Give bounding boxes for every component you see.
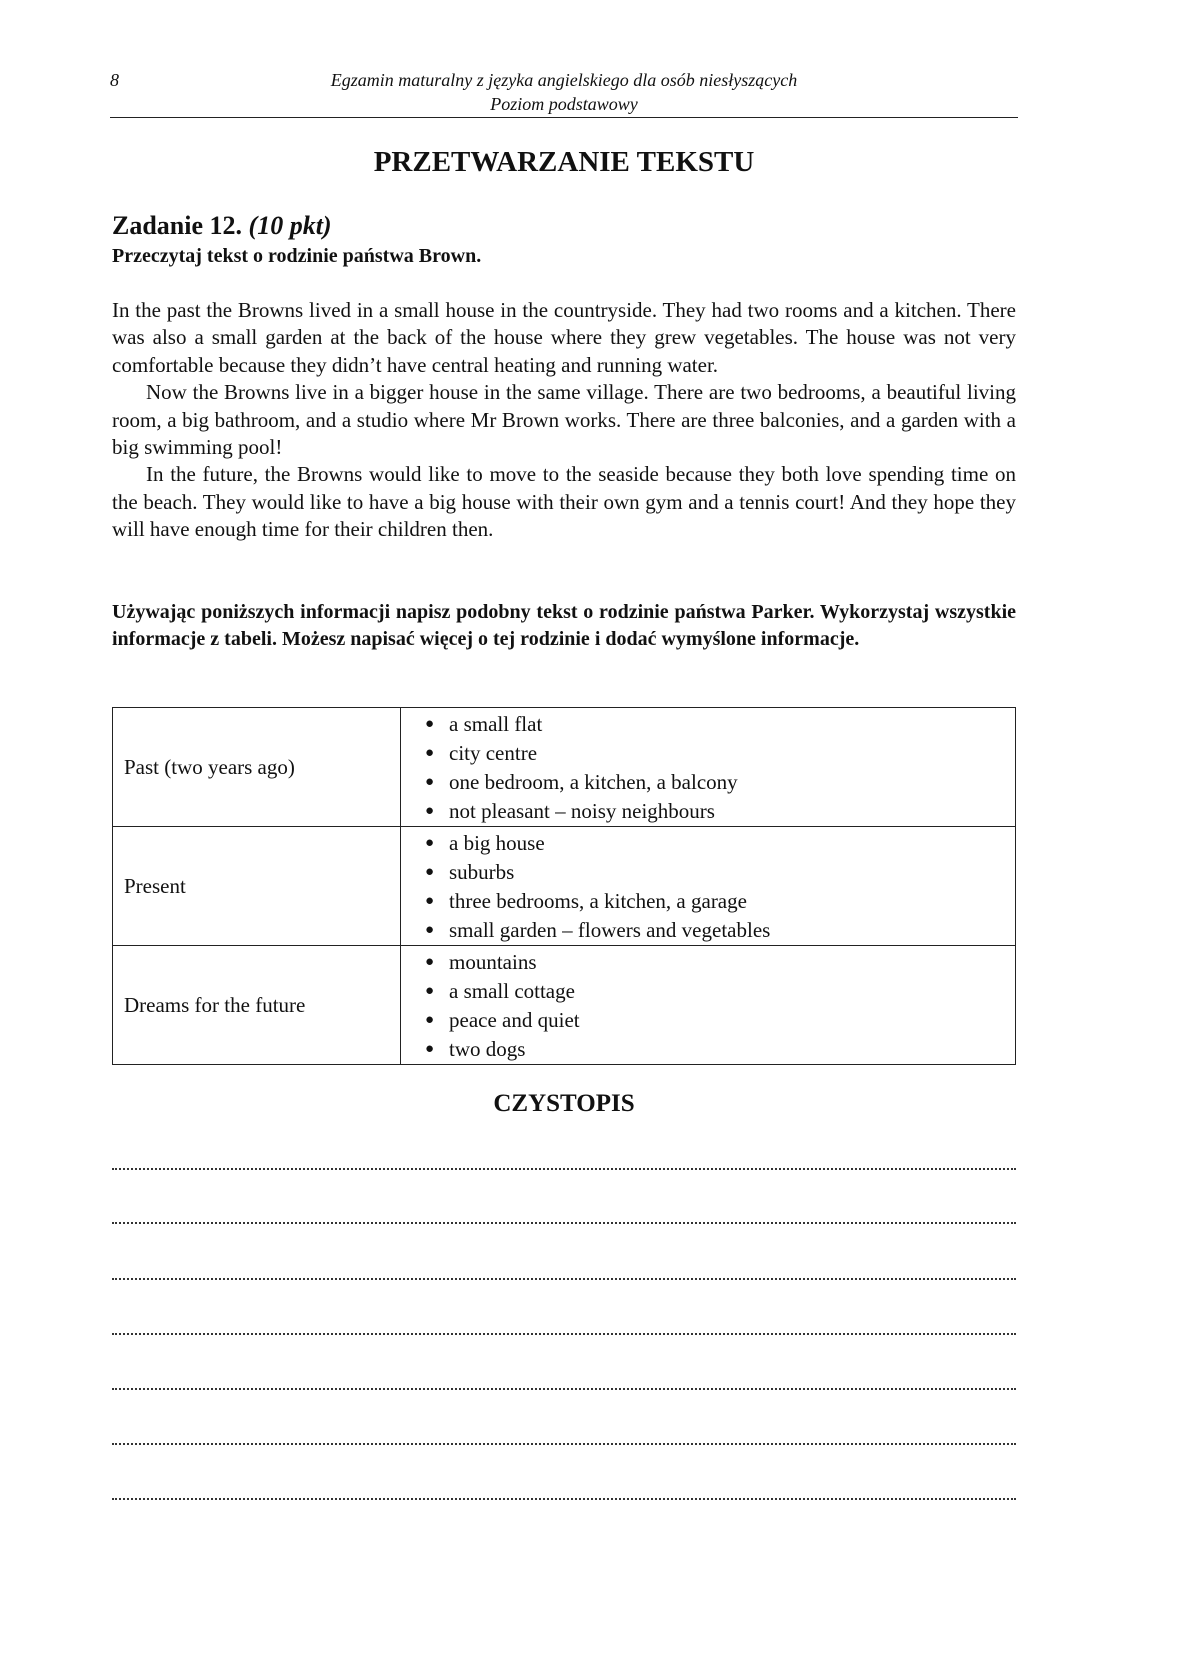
bullet-icon: ● bbox=[425, 803, 435, 819]
row-items bbox=[401, 708, 1016, 827]
list-item: ● suburbs bbox=[425, 858, 1015, 887]
writing-line[interactable] bbox=[112, 1443, 1016, 1445]
writing-instruction: Używając poniższych informacji napisz podobny tekst o rodzinie państwa Parker. Wykorzystaj wszystkie informacje z tabeli. Możesz napisać więcej o tej rodzinie i dodać wymyślone informacje. bbox=[112, 601, 1016, 651]
exam-title: Egzamin maturalny z języka angielskiego dla osób niesłyszących bbox=[330, 70, 798, 90]
row-label: Past (two years ago) bbox=[113, 708, 401, 827]
exam-level: Poziom podstawowy bbox=[490, 94, 638, 114]
row-label: Present bbox=[113, 827, 401, 946]
bullet-icon: ● bbox=[425, 774, 435, 790]
bullet-icon: ● bbox=[425, 716, 435, 732]
task-title bbox=[112, 211, 332, 241]
list-item: ● a big house bbox=[425, 829, 1015, 858]
row-items bbox=[401, 946, 1016, 1065]
row-items bbox=[401, 827, 1016, 946]
task-number: Zadanie 12. bbox=[112, 211, 243, 240]
writing-line[interactable] bbox=[112, 1168, 1016, 1170]
info-table bbox=[112, 707, 1016, 1065]
writing-line[interactable] bbox=[112, 1388, 1016, 1390]
bullet-icon: ● bbox=[425, 864, 435, 880]
bullet-icon: ● bbox=[425, 1012, 435, 1028]
list-item: ● a small cottage bbox=[425, 977, 1015, 1006]
table-row bbox=[113, 946, 1016, 1065]
clean-copy-title: CZYSTOPIS bbox=[493, 1090, 635, 1117]
list-item: ● two dogs bbox=[425, 1035, 1015, 1064]
list-item: ● three bedrooms, a kitchen, a garage bbox=[425, 887, 1015, 916]
row-label: Dreams for the future bbox=[113, 946, 401, 1065]
writing-line[interactable] bbox=[112, 1278, 1016, 1280]
page-number: 8 bbox=[110, 70, 119, 90]
table-row bbox=[113, 708, 1016, 827]
list-item: ● peace and quiet bbox=[425, 1006, 1015, 1035]
list-item: ● not pleasant – noisy neighbours bbox=[425, 797, 1015, 826]
writing-line[interactable] bbox=[112, 1222, 1016, 1224]
text-paragraph-3: In the future, the Browns would like to move to the seaside because they both love spending time on the beach. They would like to have a big house with their own gym and a tennis court! And they hope they will have enough time for their children then. bbox=[112, 462, 1016, 542]
header-divider bbox=[110, 117, 1018, 118]
list-item: ● small garden – flowers and vegetables bbox=[425, 916, 1015, 945]
reading-text bbox=[112, 297, 1016, 544]
table-row bbox=[113, 827, 1016, 946]
bullet-icon: ● bbox=[425, 835, 435, 851]
text-paragraph-2: Now the Browns live in a bigger house in the same village. There are two bedrooms, a beautiful living room, a big bathroom, and a studio where Mr Brown works. There are three balconies, and a garden with a big swimming pool! bbox=[112, 380, 1016, 460]
task-points: (10 pkt) bbox=[248, 211, 332, 240]
bullet-icon: ● bbox=[425, 954, 435, 970]
bullet-icon: ● bbox=[425, 745, 435, 761]
list-item: ● a small flat bbox=[425, 710, 1015, 739]
bullet-icon: ● bbox=[425, 893, 435, 909]
writing-line[interactable] bbox=[112, 1498, 1016, 1500]
text-paragraph-1: In the past the Browns lived in a small house in the countryside. They had two rooms and a kitchen. There was also a small garden at the back of the house where they grew vegetables. The house was not very comfortable because they didn’t have central heating and running water. bbox=[112, 298, 1016, 377]
bullet-icon: ● bbox=[425, 1041, 435, 1057]
list-item: ● one bedroom, a kitchen, a balcony bbox=[425, 768, 1015, 797]
bullet-icon: ● bbox=[425, 922, 435, 938]
bullet-icon: ● bbox=[425, 983, 435, 999]
section-title: PRZETWARZANIE TEKSTU bbox=[373, 146, 755, 178]
list-item: ● city centre bbox=[425, 739, 1015, 768]
task-instruction: Przeczytaj tekst o rodzinie państwa Brown. bbox=[112, 245, 482, 267]
writing-line[interactable] bbox=[112, 1333, 1016, 1335]
list-item: ● mountains bbox=[425, 948, 1015, 977]
